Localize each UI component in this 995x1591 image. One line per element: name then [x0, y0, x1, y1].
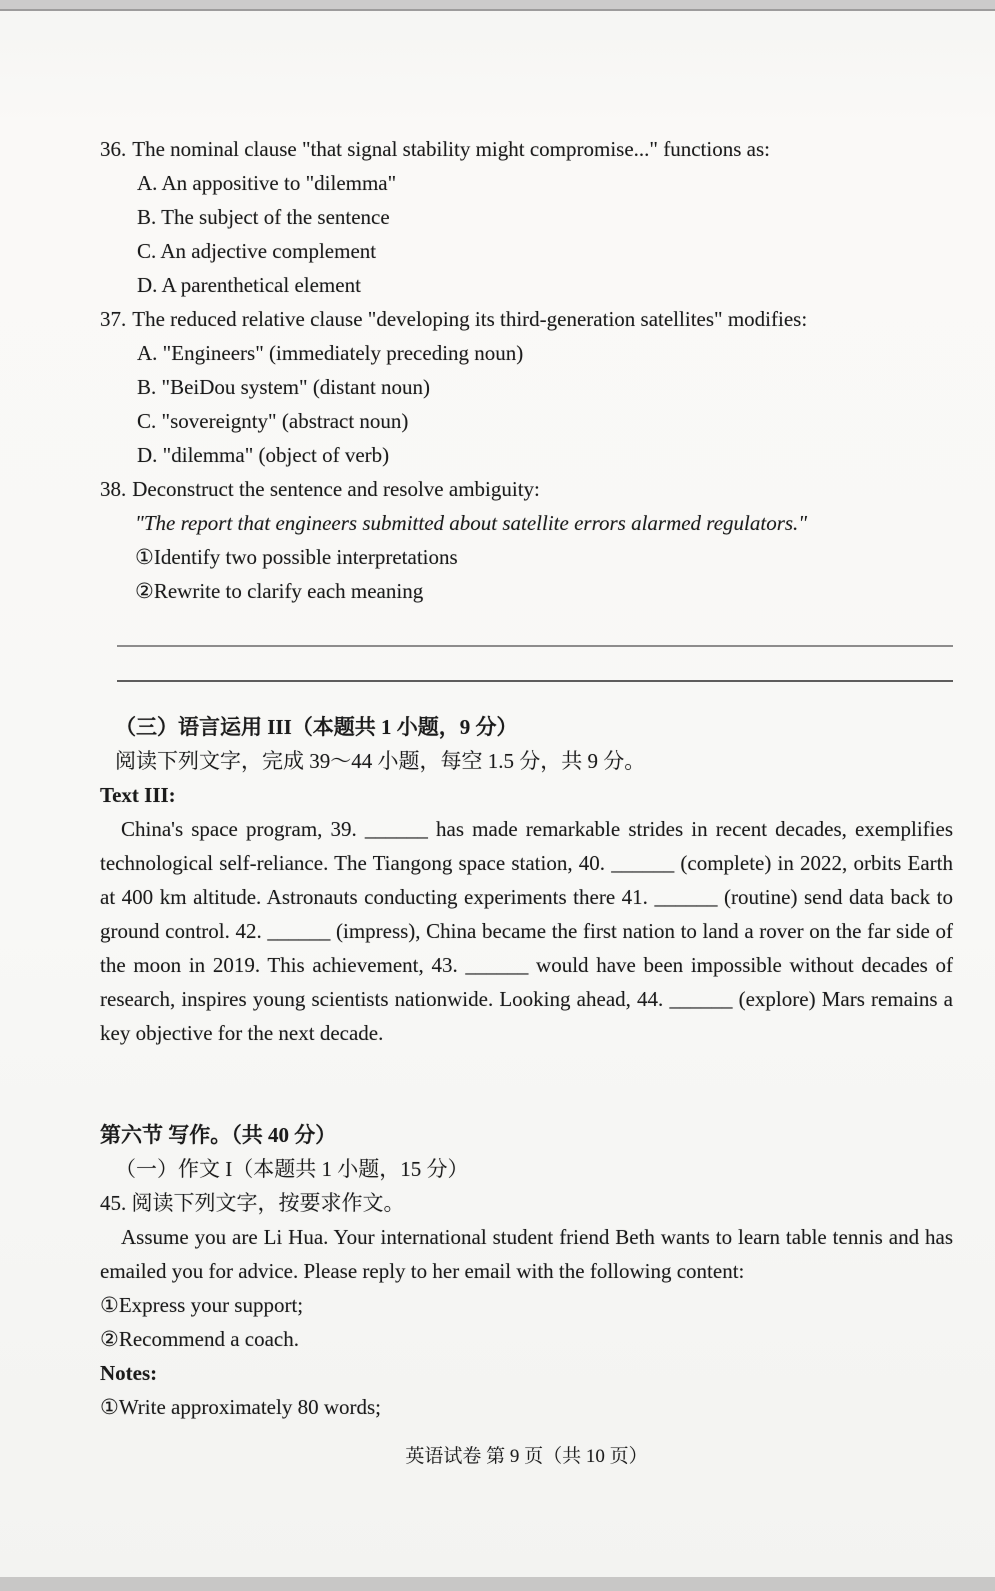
- question-stem-line: [100, 302, 953, 336]
- question-stem: The reduced relative clause "developing its third-generation satellites" modifies:: [132, 307, 808, 331]
- text-label: Text III:: [100, 783, 176, 807]
- question-stem: Deconstruct the sentence and resolve ambiguity:: [132, 477, 540, 501]
- section-instruction: 阅读下列文字，完成 39～44 小题，每空 1.5 分，共 9 分。: [115, 749, 646, 773]
- question-stem: The nominal clause "that signal stability might compromise..." functions as:: [132, 137, 770, 161]
- option-c: C. "sovereignty" (abstract noun): [137, 409, 409, 433]
- question-45-line: 45. 阅读下列文字，按要求作文。: [100, 1191, 405, 1215]
- option-b: B. The subject of the sentence: [137, 205, 390, 229]
- note-item-1: ①Write approximately 80 words;: [100, 1395, 381, 1419]
- question-number: 37.: [100, 307, 127, 331]
- task-item-1: ①Express your support;: [100, 1293, 304, 1317]
- question-block-36: [100, 132, 953, 302]
- notes-label: Notes:: [100, 1361, 158, 1385]
- scan-edge-top: [0, 0, 995, 11]
- option-d: D. "dilemma" (object of verb): [137, 443, 390, 467]
- page-footer: 英语试卷 第 9 页（共 10 页）: [405, 1446, 648, 1467]
- task-item-1: ①Identify two possible interpretations: [135, 545, 458, 569]
- answer-line-1: [117, 645, 953, 647]
- writing-section: [100, 1118, 953, 1424]
- writing-section-heading: 第六节 写作。（共 40 分）: [100, 1123, 337, 1147]
- question-number: 38.: [100, 477, 127, 501]
- question-block-37: [100, 302, 953, 472]
- option-a: A. An appositive to "dilemma": [137, 171, 397, 195]
- answer-line-2: [117, 680, 953, 682]
- task-item-2: ②Recommend a coach.: [100, 1327, 299, 1351]
- writing-sub-heading: （一）作文 I（本题共 1 小题，15 分）: [115, 1157, 469, 1181]
- question-block-38: [100, 472, 953, 608]
- language-use-section: [100, 710, 953, 1050]
- option-a: A. "Engineers" (immediately preceding noun): [137, 341, 524, 365]
- quoted-sentence: "The report that engineers submitted about satellite errors alarmed regulators.": [135, 511, 808, 535]
- question-number: 36.: [100, 137, 127, 161]
- task-item-2: ②Rewrite to clarify each meaning: [135, 579, 424, 603]
- question-stem-line: [100, 472, 953, 506]
- option-d: D. A parenthetical element: [137, 273, 361, 297]
- option-c: C. An adjective complement: [137, 239, 377, 263]
- section-heading: （三）语言运用 III（本题共 1 小题，9 分）: [115, 715, 518, 739]
- question-stem-line: [100, 132, 953, 166]
- cloze-passage: China's space program, 39. ______ has made remarkable strides in recent decades, exemplifies technological self-reliance. The Tiangong space station, 40. ______ (complete) in 2022, orbits Earth at 400 km altitude. Astronauts conducting experiments there 41. ______ (routine) send data back to ground control. 42. ______ (impress), China became the first nation to land a rover on the far side of the moon in 2019. This achievement, 43. ______ would have been impossible without decades of research, inspires young scientists nationwide. Looking ahead, 44. ______ (explore) Mars remains a key objective for the next decade.: [100, 817, 953, 1045]
- writing-prompt: Assume you are Li Hua. Your international student friend Beth wants to learn table tennis and has emailed you for advice. Please reply to her email with the following content:: [100, 1225, 953, 1283]
- scan-edge-bottom: [0, 1577, 995, 1591]
- option-b: B. "BeiDou system" (distant noun): [137, 375, 431, 399]
